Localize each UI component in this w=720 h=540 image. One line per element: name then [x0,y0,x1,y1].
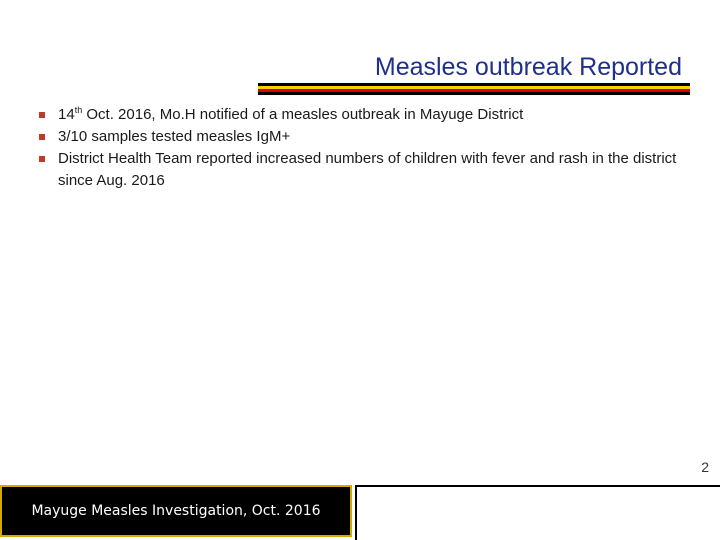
footer-banner [0,485,352,537]
footer-text: Mayuge Measles Investigation, Oct. 2016 [31,503,321,519]
ordinal-suffix: th [74,105,83,115]
page-number: 2 [701,459,709,475]
slide-title: Measles outbreak Reported [374,53,682,81]
bullet-item [38,148,698,192]
bullet-list [38,104,698,192]
square-bullet-icon [39,156,45,162]
bullet-text: 3/10 samples tested measles IgM+ [58,128,291,145]
bullet-text: 14th Oct. 2016, Mo.H notified of a measles outbreak in Mayuge District [58,105,524,123]
square-bullet-icon [39,112,45,118]
bullet-item [38,126,698,148]
bullet-text: District Health Team reported increased numbers of children with fever and rash in the district since Aug. 2016 [58,150,677,189]
square-bullet-icon [39,134,45,140]
bullet-item [38,104,698,126]
flag-stripe-bar [258,83,690,95]
footer-blank-panel [355,485,720,540]
flag-stripe-black-2 [258,92,690,95]
